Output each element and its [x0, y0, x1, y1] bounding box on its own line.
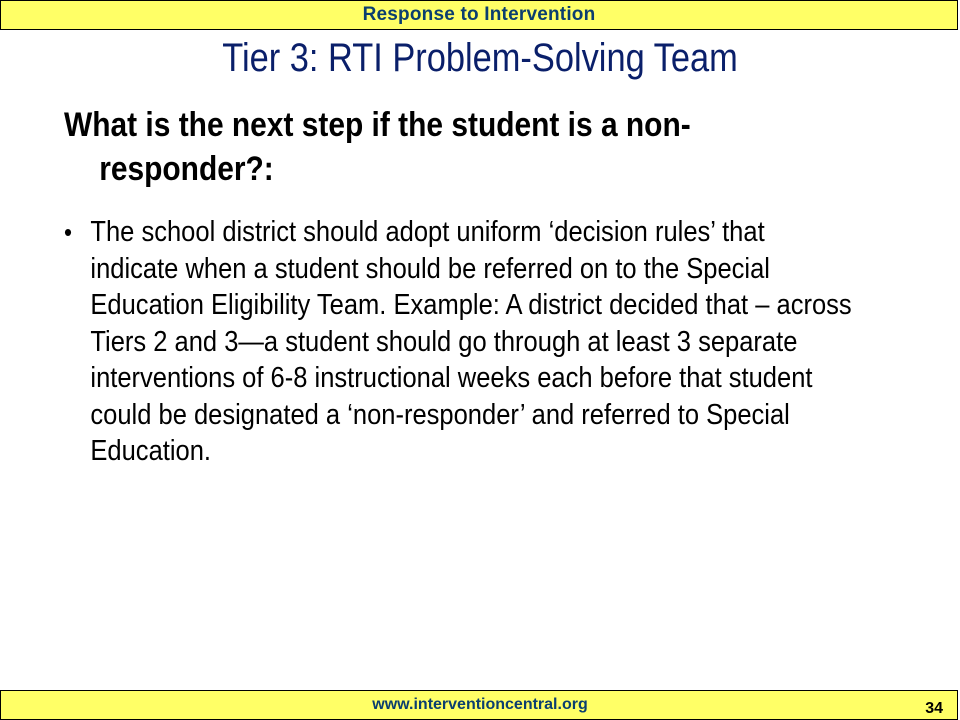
bullet-list [64, 214, 856, 470]
bullet-item [64, 214, 856, 470]
question-text: What is the next step if the student is a non-responder?: [64, 106, 691, 188]
header-title: Response to Intervention [362, 4, 596, 25]
bullet-text: The school district should adopt uniform ‘decision rules’ that indicate when a student should be referred on to the Special Education Eligibility Team. Example: A district decided that – across Tiers 2 and 3—a student should go through at least 3 separate interventions of 6-8 instructional weeks each before that student could be designated a ‘non-responder’ and referred to Special Education. [90, 216, 852, 467]
question-heading [64, 103, 750, 191]
slide-title: Tier 3: RTI Problem-Solving Team [222, 36, 738, 80]
bullet-symbol: • [64, 217, 73, 247]
header-banner [0, 0, 958, 30]
page-number: 34 [925, 700, 943, 717]
footer-banner [0, 690, 958, 720]
website-link[interactable]: www.interventioncentral.org [372, 696, 588, 713]
